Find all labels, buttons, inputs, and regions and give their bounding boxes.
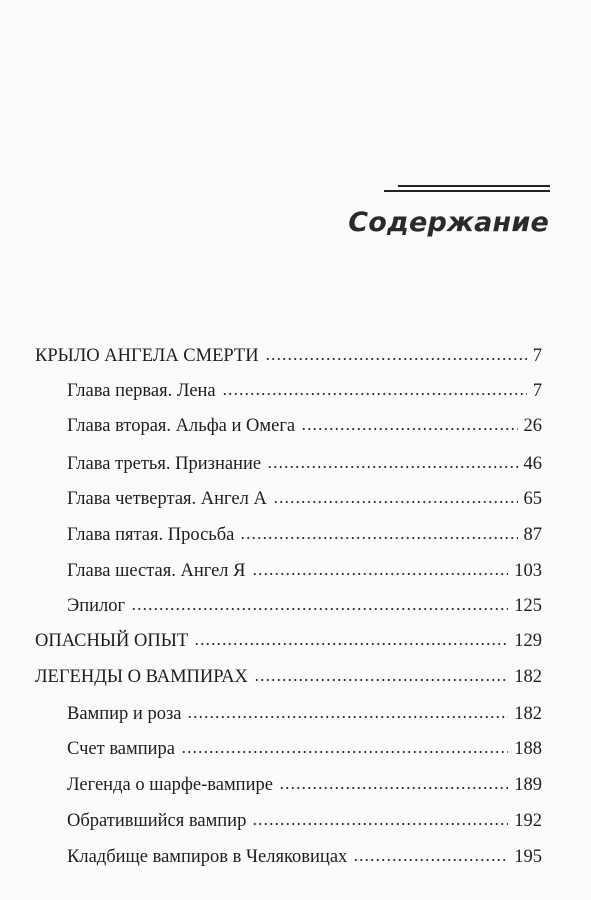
toc-leader-dots [222,390,527,398]
toc-leader-dots [301,425,517,433]
toc-leader-dots [252,820,508,828]
toc-entry-label: Глава пятая. Просьба [67,525,235,545]
toc-entry-page: 195 [514,847,542,867]
toc-entry-page: 182 [514,667,542,687]
toc-entry [67,592,542,620]
toc-entry [67,521,542,549]
toc-leader-dots [252,570,509,578]
toc-leader-dots [279,784,508,792]
toc-entry-label: Глава вторая. Альфа и Омега [67,416,296,436]
toc-entry-page: 103 [514,561,542,581]
toc-entry-label: Кладбище вампиров в Челяковицах [67,847,348,867]
toc-entry-page: 182 [514,704,542,724]
toc-entry-label: Глава четвертая. Ангел А [67,489,267,509]
toc-entry [67,377,542,405]
toc-entry-label: Глава третья. Признание [67,454,262,474]
toc-entry [67,807,542,835]
toc-entry-page: 189 [514,775,542,795]
toc-entry-page: 125 [514,596,542,616]
toc-entry-label: Вампир и роза [67,704,182,724]
toc-entry-page: 26 [523,416,542,436]
toc-entry-page: 129 [514,631,542,651]
toc-entry [67,700,542,728]
toc-entry-page: 46 [523,454,542,474]
toc-entry-label: Легенда о шарфе-вампире [67,775,273,795]
toc-leader-dots [353,856,508,864]
toc-leader-dots [273,498,518,506]
toc-entry-page: 7 [532,381,542,401]
toc-entry [35,627,542,655]
toc-entry-page: 192 [514,811,542,831]
toc-entry [35,663,542,691]
toc-entry-label: Счет вампира [67,739,175,759]
toc-entry-label: ЛЕГЕНДЫ О ВАМПИРАХ [35,667,248,687]
toc-leader-dots [265,355,527,363]
toc-entry-label: ОПАСНЫЙ ОПЫТ [35,631,189,651]
toc-leader-dots [194,640,508,648]
toc-leader-dots [187,713,508,721]
toc-leader-dots [181,748,508,756]
toc-leader-dots [131,605,508,613]
toc-entry-page: 188 [514,739,542,759]
page-title: Содержание [348,207,549,238]
toc-entry [67,557,542,585]
toc-entry-page: 87 [523,525,542,545]
toc-leader-dots [267,463,517,471]
toc-entry [67,771,542,799]
toc-entry [67,735,542,763]
toc-entry [67,450,542,478]
toc-entry [67,843,542,871]
toc-entry-label: Глава первая. Лена [67,381,216,401]
toc-entry [35,342,542,370]
toc-entry [67,412,542,440]
toc-entry-label: Глава шестая. Ангел Я [67,561,246,581]
toc-entry-page: 65 [523,489,542,509]
toc-leader-dots [254,676,508,684]
toc-entry-label: КРЫЛО АНГЕЛА СМЕРТИ [35,346,259,366]
toc-leader-dots [240,534,517,542]
toc-entry-page: 7 [532,346,542,366]
toc-entry [67,485,542,513]
toc-entry-label: Обратившийся вампир [67,811,247,831]
toc-entry-label: Эпилог [67,596,126,616]
